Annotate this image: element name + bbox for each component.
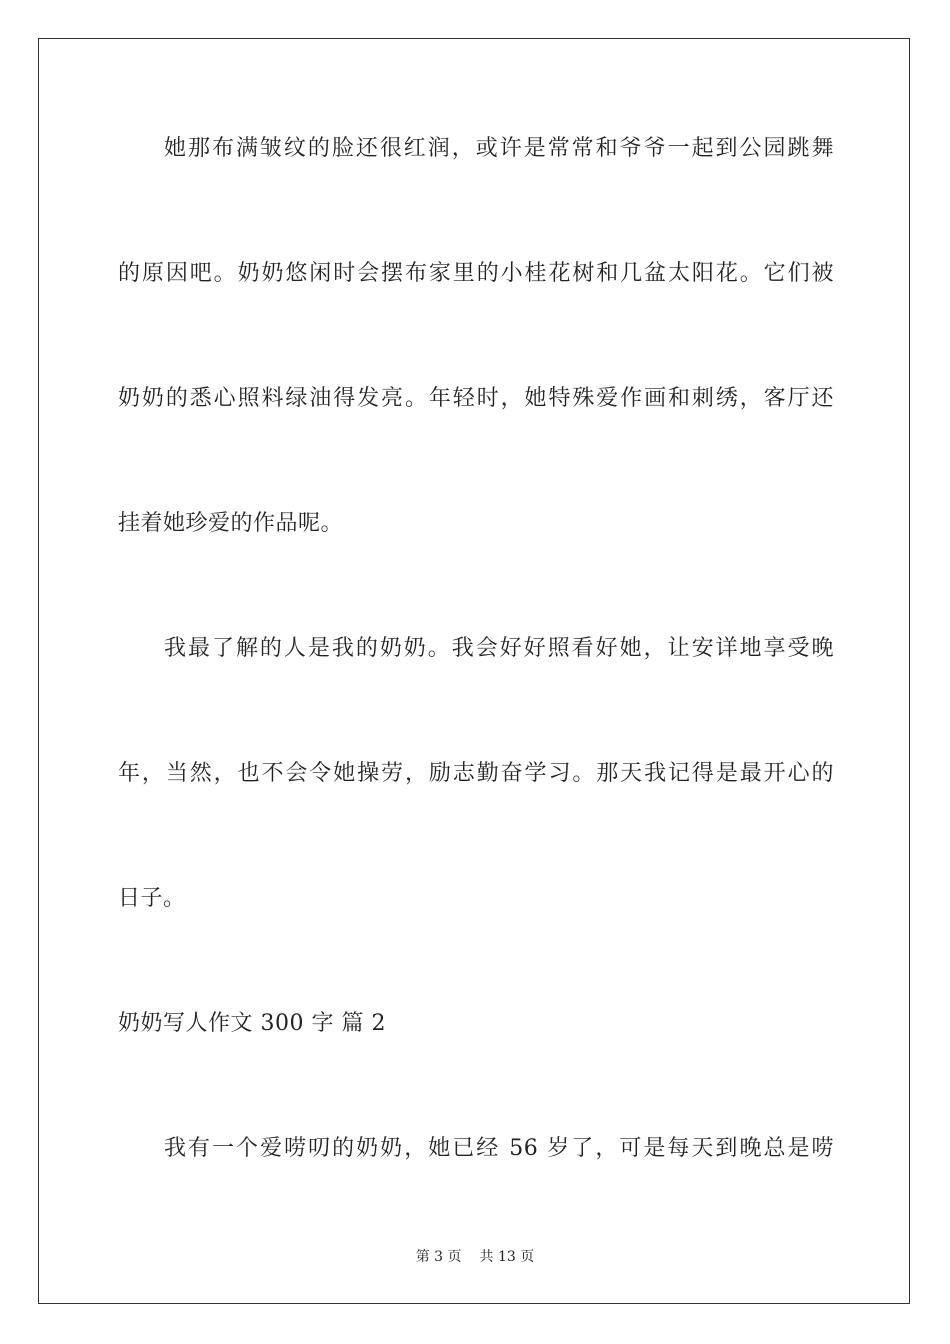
section-heading: 奶奶写人作文 300 字 篇 2	[118, 1011, 386, 1036]
page-number: 第 3 页	[415, 1249, 462, 1265]
paragraph-2-line-1: 我最了解的人是我的奶奶。我会好好照看好她，让安详地享受晚	[164, 636, 834, 661]
page-border	[38, 38, 910, 1304]
paragraph-1-line-3: 奶奶的悉心照料绿油得发亮。年轻时，她特殊爱作画和刺绣，客厅还	[118, 386, 834, 411]
paragraph-2-line-2: 年，当然，也不会令她操劳，励志勤奋学习。那天我记得是最开心的	[118, 761, 834, 786]
page-total: 共 13 页	[479, 1249, 535, 1265]
page-footer	[0, 1246, 950, 1266]
paragraph-2-line-3: 日子。	[118, 886, 186, 911]
paragraph-1-line-1: 她那布满皱纹的脸还很红润，或许是常常和爷爷一起到公园跳舞	[164, 136, 834, 161]
paragraph-1-line-4: 挂着她珍爱的作品呢。	[118, 511, 344, 536]
paragraph-1-line-2: 的原因吧。奶奶悠闲时会摆布家里的小桂花树和几盆太阳花。它们被	[118, 261, 834, 286]
paragraph-3-line-1: 我有一个爱唠叨的奶奶，她已经 56 岁了，可是每天到晚总是唠	[164, 1136, 834, 1161]
